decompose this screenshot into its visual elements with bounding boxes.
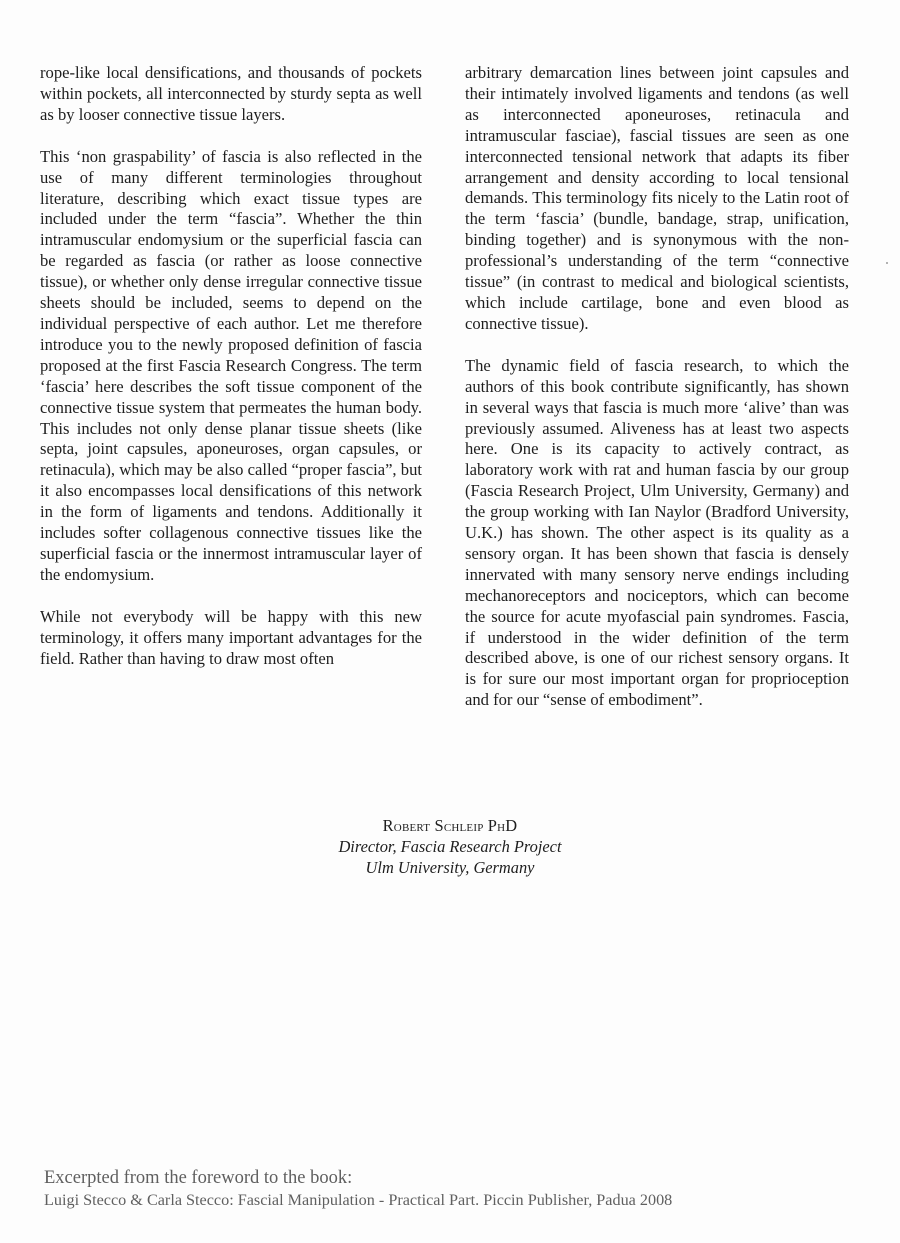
author-role: Director, Fascia Research Project bbox=[338, 837, 562, 856]
right-paragraph-1: arbitrary demarcation lines between joint capsules and their intimately involved ligaments and tendons (as well as interconnected aponeuroses, retinacula and intramuscular fasciae), fascial tissues are seen as one interconnected tensional network that adapts its fiber arrangement and density according to local tensional demands. This terminology fits nicely to the Latin root of the term ‘fascia’ (bundle, bandage, strap, unification, binding together) and is synonymous with the non-professional’s understanding of the term “connective tissue” (in contrast to medical and biological scientists, which include cartilage, bone and even blood as connective tissue). bbox=[465, 63, 849, 333]
author-signature-block bbox=[0, 815, 900, 878]
left-paragraph-2: This ‘non graspability’ of fascia is also reflected in the use of many different terminologies throughout literature, describing which exact tissue types are included under the term “fascia”. Whether the thin intramuscular endomysium or the superficial fascia can be regarded as fascia (or rather as loose connective tissue), or whether only dense irregular connective tissue sheets should be included, seems to depend on the individual perspective of each author. Let me therefore introduce you to the newly proposed definition of fascia proposed at the first Fascia Research Congress. The term ‘fascia’ here describes the soft tissue component of the connective tissue system that permeates the human body. This includes not only dense planar tissue sheets (like septa, joint capsules, aponeuroses, organ capsules, or retinacula), which may be also called “proper fascia”, but it also encompasses local densifications of this network in the form of ligaments and tendons. Additionally it includes softer collagenous connective tissues like the superficial fascia or the innermost intramuscular layer of the endomysium. bbox=[40, 146, 422, 584]
left-paragraph-1: rope-like local densifications, and thousands of pockets within pockets, all interconnected by sturdy septa as well as by looser connective tissue layers. bbox=[40, 63, 422, 124]
right-text-column bbox=[465, 63, 849, 732]
citation-reference: Luigi Stecco & Carla Stecco: Fascial Manipulation - Practical Part. Piccin Publisher, Padua 2008 bbox=[44, 1191, 673, 1209]
scan-speck bbox=[886, 262, 888, 264]
left-paragraph-3: While not everybody will be happy with this new terminology, it offers many important advantages for the field. Rather than having to draw most often bbox=[40, 606, 422, 668]
left-text-column bbox=[40, 63, 422, 690]
citation-intro: Excerpted from the foreword to the book: bbox=[44, 1168, 353, 1188]
right-paragraph-2: The dynamic field of fascia research, to which the authors of this book contribute significantly, has shown in several ways that fascia is much more ‘alive’ than was previously assumed. Aliveness has at least two aspects here. One is its capacity to actively contract, as laboratory work with rat and human fascia by our group (Fascia Research Project, Ulm University, Germany) and the group working with Ian Naylor (Bradford University, U.K.) has shown. The other aspect is its quality as a sensory organ. It has been shown that fascia is densely innervated with many sensory nerve endings including mechanoreceptors and nociceptors, which can become the source for acute myofascial pain syndromes. Fascia, if understood in the wider definition of the term described above, is one of our richest sensory organs. It is for sure our most important organ for proprioception and for our “sense of embodiment”. bbox=[465, 355, 849, 710]
author-name: Robert Schleip PhD bbox=[382, 816, 518, 835]
source-citation bbox=[44, 1167, 864, 1211]
author-affiliation: Ulm University, Germany bbox=[365, 858, 535, 877]
